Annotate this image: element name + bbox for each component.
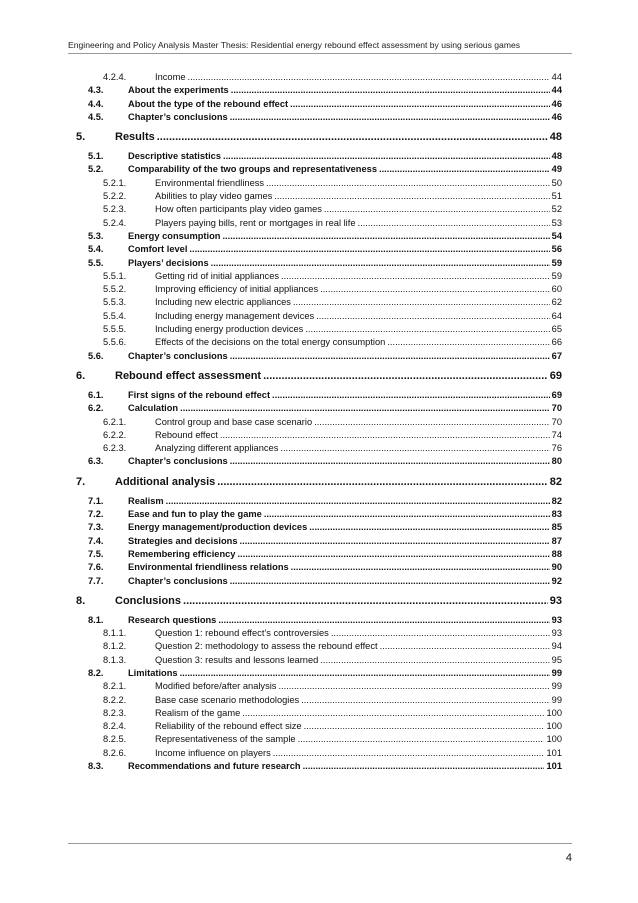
- toc-entry-5-2[interactable]: [76, 164, 562, 177]
- toc-entry-number: 5.: [76, 131, 86, 144]
- toc-entry-number: 7.1.: [88, 495, 104, 506]
- toc-dot-leader: [301, 695, 549, 705]
- toc-entry-7-2[interactable]: [76, 509, 562, 522]
- toc-dot-leader: [263, 370, 548, 382]
- toc-dot-leader: [298, 734, 545, 744]
- toc-entry-page: 95: [551, 654, 562, 665]
- toc-entry-number: 8.1.3.: [103, 654, 127, 665]
- toc-entry-8-1[interactable]: [76, 615, 562, 628]
- toc-entry-title: Players paying bills, rent or mortgages in real life: [155, 217, 356, 228]
- toc-entry-title: Improving efficiency of initial appliances: [155, 284, 319, 295]
- toc-entry-6-3[interactable]: [76, 456, 562, 469]
- toc-entry-page: 100: [546, 734, 562, 745]
- toc-entry-title: Limitations: [128, 667, 178, 678]
- toc-dot-leader: [266, 178, 550, 188]
- page-number: 4: [565, 852, 572, 864]
- toc-entry-title: Question 2: methodology to assess the rebound effect: [155, 641, 378, 652]
- toc-entry-7-1[interactable]: [76, 496, 562, 509]
- toc-dot-leader: [231, 85, 550, 95]
- toc-entry-7-7[interactable]: [76, 576, 562, 589]
- toc-dot-leader: [320, 655, 549, 665]
- toc-entry-number: 5.5.3.: [103, 297, 127, 308]
- toc-entry-5[interactable]: [76, 131, 562, 147]
- toc-entry-title: Effects of the decisions on the total energy consumption: [155, 337, 386, 348]
- toc-entry-title: Realism of the game: [155, 707, 241, 718]
- toc-entry-number: 8.2.5.: [103, 734, 127, 745]
- toc-entry-4-2-4[interactable]: [76, 72, 562, 85]
- toc-entry-5-5-4[interactable]: [76, 311, 562, 324]
- toc-entry-5-5-1[interactable]: [76, 271, 562, 284]
- toc-entry-number: 8.1.: [88, 614, 104, 625]
- toc-dot-leader: [230, 456, 550, 466]
- toc-dot-leader: [230, 112, 550, 122]
- toc-entry-page: 92: [551, 575, 562, 586]
- toc-dot-leader: [189, 244, 549, 254]
- toc-entry-number: 7.3.: [88, 522, 104, 533]
- toc-entry-number: 5.5.2.: [103, 284, 127, 295]
- toc-entry-number: 6.1.: [88, 389, 104, 400]
- toc-dot-leader: [274, 191, 549, 201]
- toc-entry-number: 5.6.: [88, 350, 104, 361]
- toc-dot-leader: [218, 615, 549, 625]
- toc-entry-page: 59: [551, 270, 562, 281]
- toc-entry-page: 50: [551, 177, 562, 188]
- toc-entry-title: Chapter’s conclusions: [128, 575, 228, 586]
- toc-entry-title: Getting rid of initial appliances: [155, 270, 280, 281]
- toc-entry-number: 7.7.: [88, 575, 104, 586]
- toc-entry-title: Income: [155, 72, 186, 82]
- toc-dot-leader: [237, 549, 549, 559]
- toc-entry-page: 54: [551, 230, 562, 241]
- toc-dot-leader: [272, 390, 550, 400]
- toc-entry-number: 5.2.3.: [103, 204, 127, 215]
- toc-entry-page: 48: [549, 131, 562, 144]
- toc-dot-leader: [211, 258, 550, 268]
- toc-entry-page: 64: [551, 310, 562, 321]
- toc-entry-page: 83: [551, 509, 562, 520]
- toc-entry-page: 51: [551, 191, 562, 202]
- toc-entry-page: 70: [551, 403, 562, 414]
- toc-entry-5-2-1[interactable]: [76, 178, 562, 191]
- toc-entry-page: 69: [551, 389, 562, 400]
- toc-dot-leader: [264, 509, 550, 519]
- toc-entry-title: Chapter’s conclusions: [128, 456, 228, 467]
- toc-entry-page: 93: [549, 594, 562, 607]
- toc-entry-page: 74: [551, 429, 562, 440]
- toc-entry-number: 8.3.: [88, 761, 104, 772]
- toc-entry-title: Descriptive statistics: [128, 151, 222, 162]
- toc-entry-5-5-6[interactable]: [76, 337, 562, 350]
- toc-entry-title: Players’ decisions: [128, 257, 209, 268]
- table-of-contents: [76, 72, 562, 774]
- toc-entry-title: Base case scenario methodologies: [155, 694, 300, 705]
- toc-entry-number: 5.5.6.: [103, 337, 127, 348]
- toc-entry-4-5[interactable]: [76, 112, 562, 125]
- toc-entry-4-3[interactable]: [76, 85, 562, 98]
- toc-entry-5-2-2[interactable]: [76, 191, 562, 204]
- toc-entry-title: Remembering efficiency: [128, 548, 236, 559]
- toc-entry-title: Energy management/production devices: [128, 522, 308, 533]
- toc-entry-title: Calculation: [128, 403, 179, 414]
- toc-entry-number: 6.2.: [88, 403, 104, 414]
- toc-entry-number: 8.2.1.: [103, 681, 127, 692]
- toc-entry-page: 44: [551, 72, 562, 82]
- toc-entry-title: Energy consumption: [128, 230, 221, 241]
- toc-entry-number: 6.2.3.: [103, 443, 127, 454]
- toc-entry-title: Control group and base case scenario: [155, 416, 313, 427]
- toc-dot-leader: [387, 337, 549, 347]
- toc-entry-page: 82: [551, 495, 562, 506]
- toc-entry-6-2-3[interactable]: [76, 443, 562, 456]
- toc-entry-title: Including energy management devices: [155, 310, 315, 321]
- toc-entry-title: Research questions: [128, 614, 217, 625]
- toc-dot-leader: [304, 721, 545, 731]
- toc-entry-8-2-6[interactable]: [76, 748, 562, 761]
- toc-entry-title: Rebound effect: [155, 429, 218, 440]
- toc-entry-number: 4.5.: [88, 111, 104, 122]
- toc-entry-7[interactable]: [76, 476, 562, 492]
- toc-entry-title: Including energy production devices: [155, 324, 304, 335]
- toc-entry-page: 67: [551, 350, 562, 361]
- toc-dot-leader: [305, 324, 549, 334]
- toc-dot-leader: [180, 668, 550, 678]
- toc-entry-title: Question 3: results and lessons learned: [155, 654, 319, 665]
- toc-entry-number: 7.2.: [88, 509, 104, 520]
- toc-entry-page: 44: [551, 85, 562, 96]
- toc-dot-leader: [380, 641, 550, 651]
- toc-entry-page: 90: [551, 562, 562, 573]
- toc-entry-8-2[interactable]: [76, 668, 562, 681]
- toc-entry-number: 6.2.2.: [103, 429, 127, 440]
- toc-entry-title: About the experiments: [128, 85, 229, 96]
- toc-entry-page: 94: [551, 641, 562, 652]
- toc-entry-title: Realism: [128, 495, 164, 506]
- toc-dot-leader: [230, 576, 550, 586]
- toc-dot-leader: [281, 271, 550, 281]
- toc-entry-number: 4.4.: [88, 98, 104, 109]
- toc-entry-number: 8.2.3.: [103, 707, 127, 718]
- toc-entry-title: Including new electric appliances: [155, 297, 291, 308]
- toc-dot-leader: [291, 562, 550, 572]
- toc-entry-title: Abilities to play video games: [155, 191, 273, 202]
- toc-entry-number: 5.3.: [88, 230, 104, 241]
- toc-entry-title: Recommendations and future research: [128, 761, 301, 772]
- toc-entry-title: First signs of the rebound effect: [128, 389, 271, 400]
- toc-entry-title: Representativeness of the sample: [155, 734, 296, 745]
- toc-entry-title: Rebound effect assessment: [115, 369, 262, 382]
- toc-dot-leader: [309, 522, 549, 532]
- toc-entry-number: 4.3.: [88, 85, 104, 96]
- toc-entry-number: 5.4.: [88, 244, 104, 255]
- toc-entry-number: 5.5.5.: [103, 324, 127, 335]
- toc-entry-8[interactable]: [76, 595, 562, 611]
- toc-entry-title: About the type of the rebound effect: [128, 98, 289, 109]
- toc-entry-page: 80: [551, 456, 562, 467]
- toc-entry-title: Question 1: rebound effect’s controversies: [155, 628, 329, 639]
- toc-entry-title: Strategies and decisions: [128, 535, 238, 546]
- toc-entry-page: 99: [551, 667, 562, 678]
- toc-entry-title: Comparability of the two groups and representativeness: [128, 164, 378, 175]
- toc-entry-page: 66: [551, 337, 562, 348]
- toc-entry-page: 65: [551, 324, 562, 335]
- toc-entry-8-2-1[interactable]: [76, 681, 562, 694]
- toc-entry-page: 56: [551, 244, 562, 255]
- toc-entry-7-6[interactable]: [76, 562, 562, 575]
- toc-entry-number: 8.2.6.: [103, 747, 127, 758]
- toc-entry-4-4[interactable]: [76, 99, 562, 112]
- toc-dot-leader: [324, 204, 550, 214]
- toc-entry-5-4[interactable]: [76, 244, 562, 257]
- toc-entry-title: Conclusions: [115, 594, 182, 607]
- toc-entry-number: 5.1.: [88, 151, 104, 162]
- toc-dot-leader: [290, 99, 550, 109]
- toc-entry-5-2-4[interactable]: [76, 218, 562, 231]
- toc-dot-leader: [240, 536, 550, 546]
- toc-entry-title: Modified before/after analysis: [155, 681, 277, 692]
- toc-entry-page: 99: [551, 681, 562, 692]
- toc-entry-page: 49: [551, 164, 562, 175]
- toc-entry-number: 5.2.4.: [103, 217, 127, 228]
- toc-entry-page: 46: [551, 111, 562, 122]
- toc-entry-number: 5.5.1.: [103, 270, 127, 281]
- toc-entry-title: Results: [115, 131, 155, 144]
- toc-dot-leader: [217, 476, 548, 488]
- toc-entry-title: Reliability of the rebound effect size: [155, 721, 302, 732]
- toc-dot-leader: [314, 417, 550, 427]
- toc-entry-title: Comfort level: [128, 244, 188, 255]
- toc-entry-5-5-5[interactable]: [76, 324, 562, 337]
- toc-entry-8-1-1[interactable]: [76, 628, 562, 641]
- toc-dot-leader: [220, 430, 550, 440]
- toc-entry-7-4[interactable]: [76, 536, 562, 549]
- toc-dot-leader: [157, 131, 548, 143]
- toc-entry-page: 100: [546, 707, 562, 718]
- toc-dot-leader: [293, 297, 550, 307]
- toc-entry-5-5-3[interactable]: [76, 297, 562, 310]
- toc-entry-8-2-2[interactable]: [76, 695, 562, 708]
- toc-entry-title: Additional analysis: [115, 475, 216, 488]
- toc-entry-5-6[interactable]: [76, 351, 562, 364]
- toc-entry-title: Income influence on players: [155, 747, 271, 758]
- toc-dot-leader: [278, 681, 549, 691]
- toc-entry-page: 76: [551, 443, 562, 454]
- toc-entry-5-3[interactable]: [76, 231, 562, 244]
- toc-entry-page: 101: [546, 747, 562, 758]
- toc-entry-page: 52: [551, 204, 562, 215]
- running-header: Engineering and Policy Analysis Master Thesis: Residential energy rebound effect assessment by using serious games: [68, 40, 521, 50]
- toc-entry-page: 85: [551, 522, 562, 533]
- toc-entry-page: 99: [551, 694, 562, 705]
- toc-entry-8-2-4[interactable]: [76, 721, 562, 734]
- toc-entry-5-5[interactable]: [76, 258, 562, 271]
- toc-entry-7-3[interactable]: [76, 522, 562, 535]
- toc-entry-number: 5.2.: [88, 164, 104, 175]
- toc-entry-number: 8.2.: [88, 667, 104, 678]
- toc-dot-leader: [242, 708, 544, 718]
- toc-dot-leader: [166, 496, 550, 506]
- toc-entry-6-1[interactable]: [76, 390, 562, 403]
- toc-entry-number: 4.2.4.: [103, 72, 127, 82]
- toc-entry-7-5[interactable]: [76, 549, 562, 562]
- toc-entry-title: Environmental friendliness: [155, 177, 265, 188]
- toc-entry-number: 6.3.: [88, 456, 104, 467]
- toc-entry-5-5-2[interactable]: [76, 284, 562, 297]
- toc-entry-page: 101: [546, 761, 562, 772]
- toc-dot-leader: [316, 311, 549, 321]
- toc-entry-title: How often participants play video games: [155, 204, 322, 215]
- toc-entry-title: Chapter’s conclusions: [128, 350, 228, 361]
- toc-entry-page: 46: [551, 98, 562, 109]
- toc-entry-page: 100: [546, 721, 562, 732]
- toc-dot-leader: [188, 72, 550, 82]
- toc-dot-leader: [222, 231, 549, 241]
- toc-entry-8-2-5[interactable]: [76, 734, 562, 747]
- toc-entry-number: 7.4.: [88, 535, 104, 546]
- toc-entry-8-1-3[interactable]: [76, 655, 562, 668]
- footer-divider: [68, 843, 572, 844]
- header-divider: [68, 53, 572, 54]
- toc-dot-leader: [273, 748, 545, 758]
- toc-entry-6-2-2[interactable]: [76, 430, 562, 443]
- toc-entry-number: 6.2.1.: [103, 416, 127, 427]
- toc-entry-page: 87: [551, 535, 562, 546]
- toc-entry-title: Ease and fun to play the game: [128, 509, 262, 520]
- toc-entry-8-2-3[interactable]: [76, 708, 562, 721]
- toc-dot-leader: [358, 218, 550, 228]
- toc-dot-leader: [303, 761, 545, 771]
- toc-entry-title: Analyzing different appliances: [155, 443, 279, 454]
- toc-entry-number: 5.2.2.: [103, 191, 127, 202]
- toc-entry-number: 8.2.4.: [103, 721, 127, 732]
- toc-entry-page: 69: [549, 369, 562, 382]
- toc-entry-page: 93: [551, 614, 562, 625]
- toc-entry-number: 6.: [76, 369, 86, 382]
- toc-dot-leader: [280, 443, 549, 453]
- toc-entry-title: Chapter’s conclusions: [128, 111, 228, 122]
- toc-entry-5-1[interactable]: [76, 151, 562, 164]
- toc-dot-leader: [180, 403, 550, 413]
- toc-dot-leader: [379, 164, 550, 174]
- toc-dot-leader: [223, 151, 550, 161]
- toc-entry-number: 5.5.: [88, 257, 104, 268]
- toc-entry-8-1-2[interactable]: [76, 641, 562, 654]
- toc-entry-number: 8.2.2.: [103, 694, 127, 705]
- toc-entry-number: 5.5.4.: [103, 310, 127, 321]
- toc-dot-leader: [320, 284, 550, 294]
- toc-entry-page: 82: [549, 475, 562, 488]
- toc-entry-number: 7.5.: [88, 548, 104, 559]
- toc-entry-number: 7.: [76, 475, 86, 488]
- toc-entry-page: 88: [551, 548, 562, 559]
- toc-entry-page: 60: [551, 284, 562, 295]
- toc-entry-5-2-3[interactable]: [76, 204, 562, 217]
- toc-dot-leader: [331, 628, 550, 638]
- toc-entry-6-2-1[interactable]: [76, 417, 562, 430]
- toc-entry-number: 7.6.: [88, 562, 104, 573]
- toc-dot-leader: [230, 351, 550, 361]
- toc-entry-title: Environmental friendliness relations: [128, 562, 289, 573]
- toc-entry-page: 59: [551, 257, 562, 268]
- toc-entry-8-3[interactable]: [76, 761, 562, 774]
- toc-entry-page: 53: [551, 217, 562, 228]
- toc-entry-6-2[interactable]: [76, 403, 562, 416]
- toc-entry-page: 62: [551, 297, 562, 308]
- toc-entry-number: 8.: [76, 594, 86, 607]
- toc-entry-page: 70: [551, 416, 562, 427]
- toc-entry-number: 8.1.1.: [103, 628, 127, 639]
- toc-entry-page: 93: [551, 628, 562, 639]
- toc-entry-page: 48: [551, 151, 562, 162]
- toc-entry-number: 5.2.1.: [103, 177, 127, 188]
- toc-entry-number: 8.1.2.: [103, 641, 127, 652]
- toc-dot-leader: [183, 595, 548, 607]
- toc-entry-6[interactable]: [76, 370, 562, 386]
